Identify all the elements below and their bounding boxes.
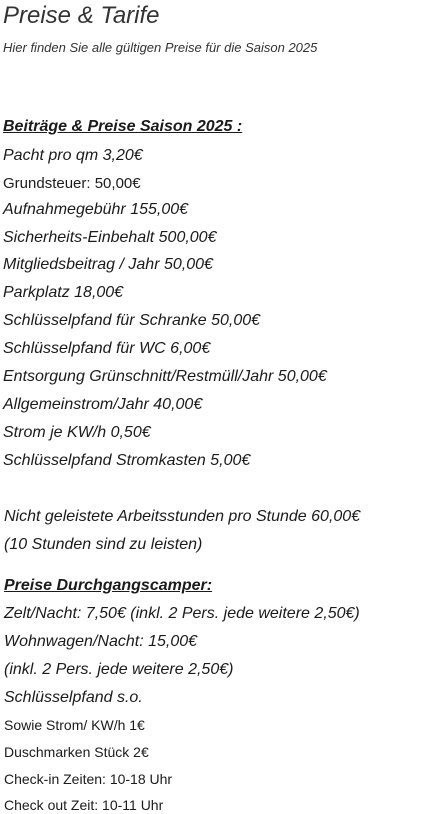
page-subtitle: Hier finden Sie alle gültigen Preise für die Saison 2025 bbox=[3, 40, 318, 55]
price-item-strom: Strom je KW/h 0,50€ bbox=[3, 424, 151, 441]
price-item-pacht: Pacht pro qm 3,20€ bbox=[3, 147, 143, 164]
camper-item-wohnwagen-note: (inkl. 2 Pers. jede weitere 2,50€) bbox=[4, 661, 234, 678]
price-item-wc: Schlüsselpfand für WC 6,00€ bbox=[3, 340, 211, 357]
camper-item-wohnwagen: Wohnwagen/Nacht: 15,00€ bbox=[4, 633, 198, 650]
page-title: Preise & Tarife bbox=[3, 2, 160, 29]
work-hours-line: Nicht geleistete Arbeitsstunden pro Stunde 60,00€ bbox=[4, 508, 361, 525]
section-heading-camper: Preise Durchgangscamper: bbox=[4, 577, 213, 594]
price-item-mitgliedsbeitrag: Mitgliedsbeitrag / Jahr 50,00€ bbox=[3, 256, 213, 273]
section-heading-beitraege: Beiträge & Preise Saison 2025 : bbox=[3, 118, 243, 135]
camper-item-zelt: Zelt/Nacht: 7,50€ (inkl. 2 Pers. jede weitere 2,50€) bbox=[4, 605, 360, 622]
price-item-stromkasten: Schlüsselpfand Stromkasten 5,00€ bbox=[3, 452, 251, 469]
price-item-aufnahmegebuehr: Aufnahmegebühr 155,00€ bbox=[3, 201, 189, 218]
camper-item-checkin: Check-in Zeiten: 10-18 Uhr bbox=[4, 771, 173, 787]
camper-item-schluesselpfand: Schlüsselpfand s.o. bbox=[4, 689, 143, 706]
camper-item-duschmarken: Duschmarken Stück 2€ bbox=[4, 744, 149, 760]
price-item-schranke: Schlüsselpfand für Schranke 50,00€ bbox=[3, 312, 261, 329]
work-hours-note: (10 Stunden sind zu leisten) bbox=[4, 536, 203, 553]
camper-item-checkout: Check out Zeit: 10-11 Uhr bbox=[4, 797, 164, 813]
price-item-entsorgung: Entsorgung Grünschnitt/Restmüll/Jahr 50,00€ bbox=[3, 368, 327, 385]
price-item-allgemeinstrom: Allgemeinstrom/Jahr 40,00€ bbox=[3, 396, 203, 413]
price-item-sicherheit: Sicherheits-Einbehalt 500,00€ bbox=[3, 229, 217, 246]
camper-item-strom: Sowie Strom/ KW/h 1€ bbox=[4, 717, 145, 733]
price-item-grundsteuer: Grundsteuer: 50,00€ bbox=[3, 175, 141, 192]
price-item-parkplatz: Parkplatz 18,00€ bbox=[3, 284, 124, 301]
